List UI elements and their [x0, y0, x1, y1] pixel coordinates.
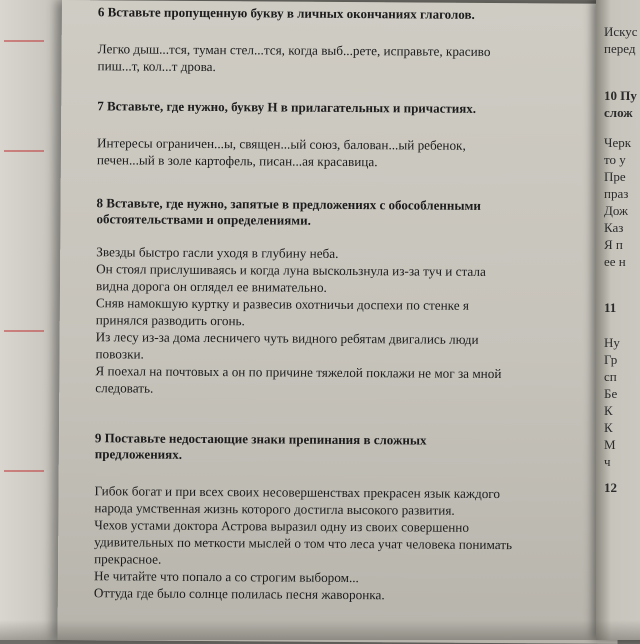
- right-page-line: сп: [604, 369, 617, 384]
- exercise-6-heading: 6 Вставьте пропущенную букву в личных окончаниях глаголов.: [97, 4, 475, 22]
- right-page-line: ч: [604, 454, 611, 469]
- right-page-edge: [596, 0, 640, 640]
- exercise-8-line: повозки.: [95, 346, 144, 362]
- right-page-line: Дож: [604, 203, 629, 218]
- exercise-8: [95, 195, 566, 399]
- right-page-line: слож: [604, 105, 633, 120]
- red-ink-mark: [4, 330, 44, 332]
- exercise-8-line: Звезды быстро гасли уходя в глубину неба.: [96, 244, 339, 261]
- right-page-line: Я п: [604, 237, 623, 252]
- exercise-6: [97, 4, 567, 77]
- red-ink-mark: [4, 470, 44, 472]
- right-page-line: К: [604, 403, 613, 418]
- book-page: [58, 0, 622, 644]
- exercise-9-line: Не читайте что попало а со строгим выбором...: [93, 568, 359, 586]
- exercise-9: [94, 430, 565, 604]
- red-ink-mark: [4, 150, 44, 152]
- right-page-line: 11: [604, 300, 617, 315]
- exercise-8-line: Сняв намокшую куртку и развесив охотничьи доспехи по стенке я: [95, 295, 470, 313]
- right-page-line: праз: [604, 186, 629, 201]
- right-page-line: 10 Пу: [604, 88, 637, 103]
- exercise-8-line: Из лесу из-за дома лесничего чуть видного ребятам двигались люди: [95, 329, 479, 347]
- exercise-6-line: пиш...т, кол...т дрова.: [97, 58, 216, 75]
- page-content: [93, 0, 568, 603]
- right-page-line: Каз: [604, 220, 624, 235]
- exercise-9-heading: 9 Поставьте недостающие знаки препинания в сложных: [94, 430, 427, 448]
- right-page-line: Искус: [604, 24, 638, 39]
- right-page-line: Ну: [604, 335, 620, 350]
- exercise-9-line: Гибок богат и при всех своих несовершенствах прекрасен язык каждого: [94, 483, 501, 502]
- bottom-shadow: [0, 620, 640, 640]
- exercise-9-line: народа умственная жизнь которого достигла высокого развития.: [94, 500, 455, 518]
- right-page-line: М: [604, 437, 616, 452]
- exercise-8-line: видна дорога он оглядел ее внимательно.: [95, 278, 327, 295]
- right-page-line: Гр: [604, 352, 618, 367]
- right-page-line: Черк: [604, 135, 632, 150]
- exercise-9-line: удивительных по меткости мыслей о том что леса учат человека понимать: [94, 534, 513, 553]
- right-page-line: Пре: [604, 169, 626, 184]
- exercise-7-line: печен...ый в золе картофель, писан...ая красавица.: [96, 152, 378, 170]
- right-page-line: Бе: [604, 386, 618, 401]
- exercise-8-line: принялся разводить огонь.: [95, 312, 245, 329]
- exercise-8-line: Он стоял прислушиваясь и когда луна выскользнула из-за туч и стала: [96, 261, 486, 279]
- exercise-7-line: Интересы ограничен...ы, священ...ый союз, балован...ый ребенок,: [96, 135, 466, 153]
- exercise-8-heading: обстоятельствами и определениями.: [96, 211, 311, 228]
- exercise-6-line: Легко дыш...тся, туман стел...тся, когда выб...рете, исправьте, красиво: [97, 41, 491, 59]
- right-page-line: перед: [604, 41, 636, 56]
- exercise-7-heading: 7 Вставьте, где нужно, букву Н в прилагательных и причастиях.: [97, 98, 477, 116]
- right-page-line: ее н: [604, 254, 626, 269]
- red-ink-mark: [4, 40, 44, 42]
- right-page-line: К: [604, 420, 613, 435]
- exercise-9-line: Чехов устами доктора Астрова выразил одну из своих совершенно: [94, 517, 470, 535]
- exercise-9-line: прекрасное.: [94, 551, 162, 567]
- right-page-line: 12: [604, 480, 617, 495]
- right-page-line: то у: [604, 152, 626, 167]
- exercise-8-line: Я поехал на почтовых а он по причине тяжелой поклажи не мог за мной: [95, 363, 502, 382]
- exercise-8-line: следовать.: [95, 380, 154, 396]
- exercise-7: [97, 98, 567, 171]
- exercise-9-heading: предложениях.: [94, 446, 183, 462]
- exercise-9-line: Оттуда где было солнце полилась песня жаворонка.: [93, 585, 385, 603]
- exercise-8-heading: 8 Вставьте, где нужно, запятые в предложениях с обособленными: [96, 195, 481, 213]
